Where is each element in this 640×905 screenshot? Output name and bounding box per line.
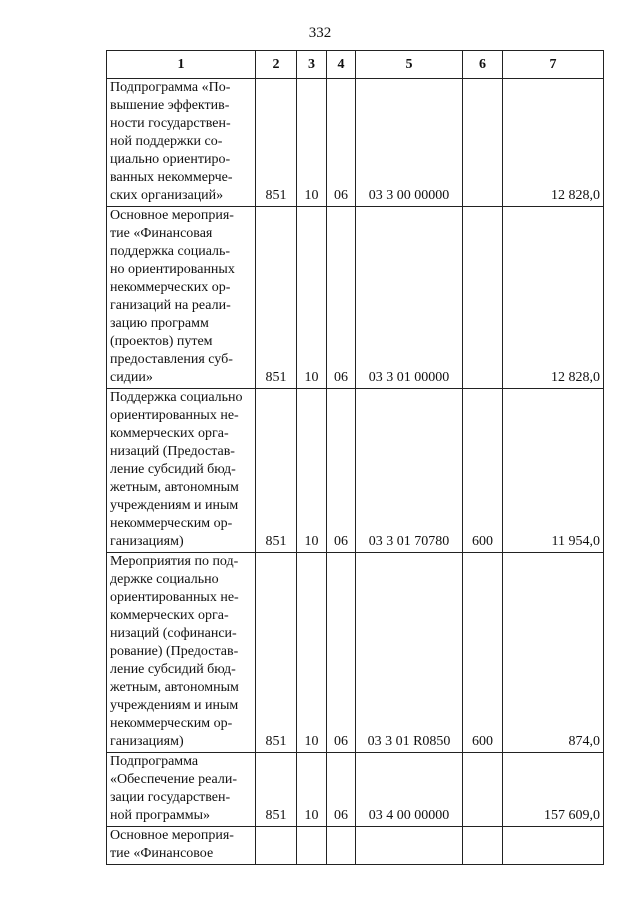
amount-cell: 157 609,0	[503, 753, 604, 827]
table-header	[107, 51, 604, 79]
table-row	[107, 79, 604, 207]
target-code-cell	[356, 827, 463, 865]
section-cell	[297, 827, 327, 865]
table-row	[107, 207, 604, 389]
amount-cell: 11 954,0	[503, 389, 604, 553]
row-name-cell: Подпрограмма «По- вышение эффектив- ности государствен- ной поддержки со- циально ориентиро- ванных некоммерче- ских организаций»	[107, 79, 256, 207]
table-body	[107, 79, 604, 865]
expense-type-cell: 600	[463, 389, 503, 553]
expense-type-cell	[463, 753, 503, 827]
table-row	[107, 389, 604, 553]
budget-table	[106, 50, 604, 865]
page-number: 332	[308, 25, 332, 41]
ministry-code-cell: 851	[256, 79, 297, 207]
row-name-cell: Основное мероприя- тие «Финансовая поддержка социаль- но ориентированных некоммерческих ор- ганизаций на реали- зацию программ (проектов) путем предоставления суб- сидии»	[107, 207, 256, 389]
ministry-code-cell: 851	[256, 207, 297, 389]
table-row	[107, 753, 604, 827]
target-code-cell: 03 3 01 R0850	[356, 553, 463, 753]
expense-type-cell	[463, 79, 503, 207]
header-col-5: 5	[356, 51, 463, 79]
subsection-cell: 06	[327, 753, 356, 827]
amount-cell: 12 828,0	[503, 79, 604, 207]
row-name-cell: Мероприятия по под- держке социально ориентированных не- коммерческих орга- низаций (софинанси- рование) (Предостав- ление субсидий бюд- жетным, автономным учреждениям и иным некоммерческим ор- ганизациям)	[107, 553, 256, 753]
header-col-2: 2	[256, 51, 297, 79]
header-col-7: 7	[503, 51, 604, 79]
subsection-cell: 06	[327, 553, 356, 753]
target-code-cell: 03 3 01 00000	[356, 207, 463, 389]
amount-cell: 874,0	[503, 553, 604, 753]
amount-cell	[503, 827, 604, 865]
ministry-code-cell	[256, 827, 297, 865]
target-code-cell: 03 3 01 70780	[356, 389, 463, 553]
expense-type-cell: 600	[463, 553, 503, 753]
subsection-cell	[327, 827, 356, 865]
row-name-cell: Подпрограмма «Обеспечение реали- зации государствен- ной программы»	[107, 753, 256, 827]
ministry-code-cell: 851	[256, 553, 297, 753]
header-col-1: 1	[107, 51, 256, 79]
ministry-code-cell: 851	[256, 753, 297, 827]
header-row	[107, 51, 604, 79]
table-row	[107, 827, 604, 865]
expense-type-cell	[463, 827, 503, 865]
row-name-cell: Основное мероприя- тие «Финансовое	[107, 827, 256, 865]
section-cell: 10	[297, 553, 327, 753]
target-code-cell: 03 3 00 00000	[356, 79, 463, 207]
section-cell: 10	[297, 389, 327, 553]
section-cell: 10	[297, 79, 327, 207]
expense-type-cell	[463, 207, 503, 389]
header-col-3: 3	[297, 51, 327, 79]
header-col-4: 4	[327, 51, 356, 79]
table-row	[107, 553, 604, 753]
subsection-cell: 06	[327, 389, 356, 553]
target-code-cell: 03 4 00 00000	[356, 753, 463, 827]
row-name-cell: Поддержка социально ориентированных не- коммерческих орга- низаций (Предостав- ление субсидий бюд- жетным, автономным учреждениям и иным некоммерческим ор- ганизациям)	[107, 389, 256, 553]
amount-cell: 12 828,0	[503, 207, 604, 389]
header-col-6: 6	[463, 51, 503, 79]
ministry-code-cell: 851	[256, 389, 297, 553]
section-cell: 10	[297, 753, 327, 827]
section-cell: 10	[297, 207, 327, 389]
subsection-cell: 06	[327, 79, 356, 207]
subsection-cell: 06	[327, 207, 356, 389]
